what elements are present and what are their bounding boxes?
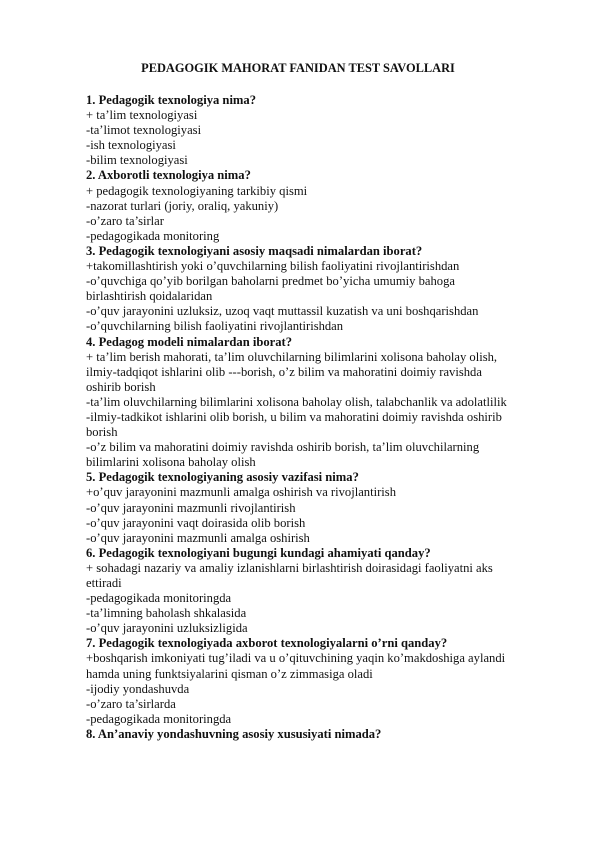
test-questions [86,93,566,742]
answer-option: -pedagogikada monitoringda [86,591,232,606]
answer-option: -pedagogikada monitoring [86,228,220,243]
answer-option: -bilim texnologiyasi [86,153,188,168]
answer-option: ilmiy-tadqiqot ishlarini olib ---borish, o’z bilim va mahoratini doimiy ravishda [86,364,482,379]
answer-option: -nazorat turlari (joriy, oraliq, yakuniy) [86,198,279,213]
document-title: PEDAGOGIK MAHORAT FANIDAN TEST SAVOLLARI [141,61,455,75]
answer-option: -ilmiy-tadkikot ishlarini olib borish, u bilim va mahoratini doimiy ravishda oshirib [86,409,502,424]
answer-option: -ijodiy yondashuvda [86,681,190,696]
answer-option: + pedagogik texnologiyaning tarkibiy qismi [86,183,308,198]
answer-option: -o’quv jarayonini uzluksizligida [86,621,248,636]
answer-option: -o’z bilim va mahoratini doimiy ravishda oshirib borish, ta’lim oluvchilarning [86,440,480,455]
answer-option: hamda uning funktsiyalarini qisman o’z zimmasiga oladi [86,666,373,681]
answer-option: bilimlarini xolisona baholay olish [86,455,256,470]
answer-option: -ish texnologiyasi [86,138,176,153]
answer-option: -o’zaro ta’sirlar [86,213,164,228]
answer-option: -ta’lim oluvchilarning bilimlarini xolisona baholay olish, talabchanlik va adolatlilik [86,394,507,409]
answer-option: -o’quv jarayonini mazmunli amalga oshirish [86,530,310,545]
answer-option: ettiradi [86,576,122,590]
answer-option: + ta’lim berish mahorati, ta’lim oluvchilarning bilimlarini xolisona baholay olish, [86,349,498,364]
answer-option: -ta’limot texnologiyasi [86,123,202,138]
question-text: 3. Pedagogik texnologiyani asosiy maqsadi nimalardan iborat? [86,243,423,258]
answer-option: -o’quv jarayonini vaqt doirasida olib borish [86,515,306,530]
answer-option: -o’quv jarayonini mazmunli rivojlantirish [86,500,296,515]
question-text: 5. Pedagogik texnologiyaning asosiy vazifasi nima? [86,470,359,485]
question-text: 2. Axborotli texnologiya nima? [86,168,251,183]
answer-option: -o’quv jarayonini uzluksiz, uzoq vaqt muttassil kuzatish va uni boshqarishdan [86,304,479,319]
answer-option: birlashtirish qoidalaridan [86,289,213,304]
answer-option: + sohadagi nazariy va amaliy izlanishlarni birlashtirish doirasidagi faoliyatni aks [86,560,493,575]
question-text: 1. Pedagogik texnologiya nima? [86,93,257,107]
answer-option: -o’quvchiga qo’yib borilgan baholarni predmet bo’yicha umumiy bahoga [86,274,455,289]
answer-option: +boshqarish imkoniyati tug’iladi va u o’qituvchining yaqin ko’makdoshiga aylandi [86,651,506,666]
question-text: 6. Pedagogik texnologiyani bugungi kundagi ahamiyati qanday? [86,545,431,560]
answer-option: +o’quv jarayonini mazmunli amalga oshirish va rivojlantirish [86,485,396,500]
answer-option: oshirib borish [86,379,156,394]
answer-option: -ta’limning baholash shkalasida [86,606,247,621]
question-text: 7. Pedagogik texnologiyada axborot texnologiyalarni o’rni qanday? [86,636,448,651]
question-text: 4. Pedagog modeli nimalardan iborat? [86,334,293,349]
answer-option: -o’zaro ta’sirlarda [86,696,176,711]
answer-option: +takomillashtirish yoki o’quvchilarning bilish faoliyatini rivojlantirishdan [86,259,460,274]
answer-option: -pedagogikada monitoringda [86,711,232,726]
answer-option: borish [86,425,118,440]
answer-option: -o’quvchilarning bilish faoliyatini rivojlantirishdan [86,319,344,334]
answer-option: + ta’lim texnologiyasi [86,108,198,123]
question-text: 8. An’anaviy yondashuvning asosiy xususiyati nimada? [86,726,382,741]
